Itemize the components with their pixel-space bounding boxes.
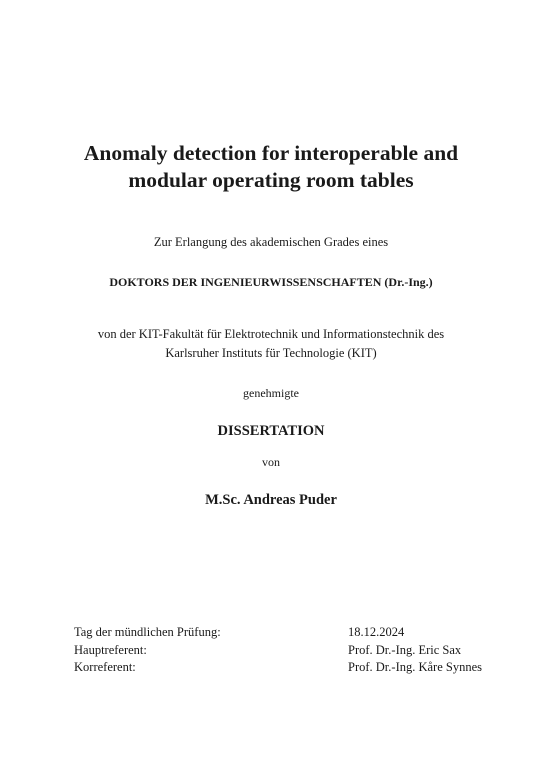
by-label: von (262, 455, 280, 469)
examination-details (74, 624, 504, 677)
exam-date-label: Tag der mündlichen Prüfung: (74, 625, 221, 639)
degree-title: DOKTORS DER INGENIEURWISSENSCHAFTEN (Dr.-Ing.) (109, 275, 433, 289)
exam-date-value: 18.12.2024 (348, 625, 405, 639)
faculty-statement (0, 325, 542, 363)
title-line-2: modular operating room tables (128, 168, 414, 192)
approved-label: genehmigte (243, 386, 299, 400)
co-referee-row (74, 659, 504, 677)
exam-date-row (74, 624, 504, 642)
document-title (0, 140, 542, 194)
main-referee-label: Hauptreferent: (74, 642, 147, 657)
title-line-1: Anomaly detection for interoperable and (83, 141, 459, 165)
co-referee-value: Prof. Dr.-Ing. Kåre Synnes (348, 660, 483, 674)
main-referee-row (74, 642, 504, 660)
faculty-line-1: von der KIT-Fakultät für Elektrotechnik und Informationstechnik des (97, 327, 445, 341)
co-referee-label: Korreferent: (74, 660, 136, 674)
dissertation-heading: DISSERTATION (217, 423, 325, 439)
degree-purpose: Zur Erlangung des akademischen Grades eines (153, 235, 389, 249)
main-referee-value: Prof. Dr.-Ing. Eric Sax (348, 642, 462, 657)
faculty-line-2: Karlsruher Instituts für Technologie (KIT) (165, 346, 377, 360)
author-name: M.Sc. Andreas Puder (205, 492, 337, 508)
